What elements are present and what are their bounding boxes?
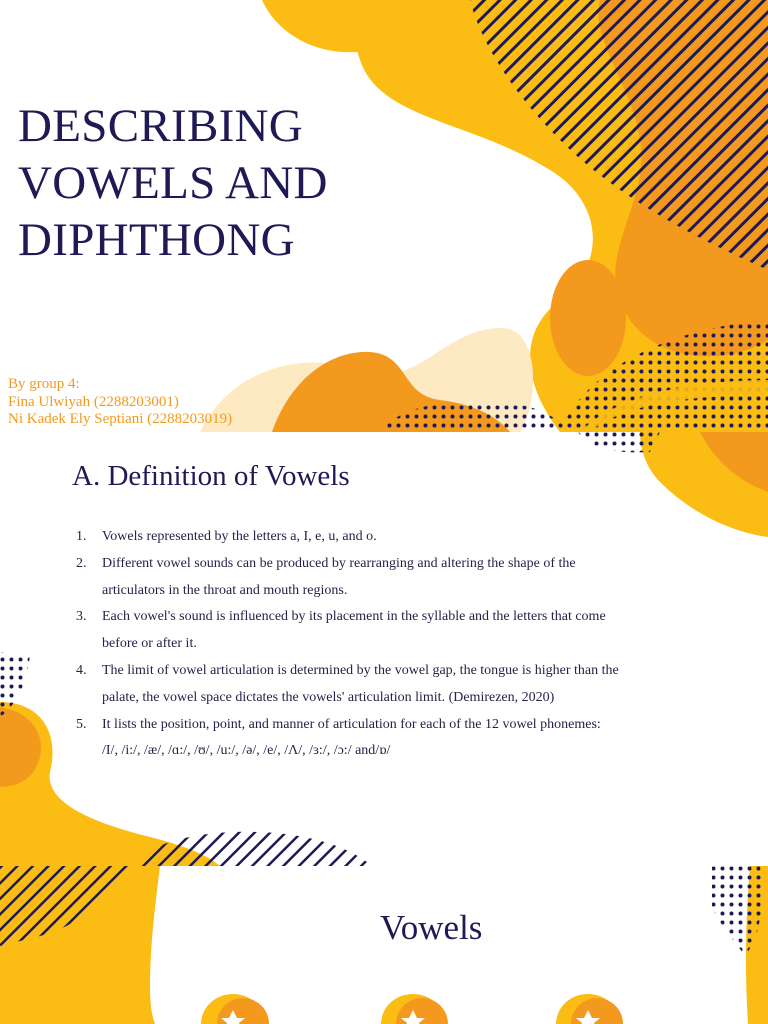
author-1: Fina Ulwiyah (2288203001) [8,393,179,410]
title-line-2: VOWELS AND [18,157,328,209]
group-label: By group 4: [8,376,80,392]
list-item-line: /I/, /i:/, /æ/, /ɑ:/, /ʊ/, /u:/, /ə/, /e/, /Λ/, /ɜ:/, /ɔ:/ and/ɒ/ [102,743,391,759]
list-item-text [102,551,676,605]
list-item-text [102,712,676,766]
title-line-1: DESCRIBING [18,100,304,152]
list-item-line: palate, the vowel space dictates the vowels' articulation limit. (Demirezen, 2020) [102,689,555,705]
title-line-3: DIPHTHONG [18,214,295,266]
definition-list [76,524,676,765]
section-heading: A. Definition of Vowels [72,460,350,492]
list-item [76,604,676,658]
list-item-line: Vowels represented by the letters a, I, e, u, and o. [102,529,377,544]
list-item-line: Each vowel's sound is influenced by its placement in the syllable and the letters that come [102,609,606,625]
vowels-heading: Vowels [380,908,483,947]
list-item-number: 1. [76,529,87,544]
list-item-text [102,604,676,658]
list-item-line: The limit of vowel articulation is determined by the vowel gap, the tongue is higher than the [102,662,619,678]
title-slide [0,0,768,432]
presentation-title [18,98,418,269]
list-item-number: 4. [76,662,87,678]
definition-slide [0,432,768,866]
vowels-slide [0,866,768,1024]
list-item [76,658,676,712]
list-item-line: articulators in the throat and mouth regions. [102,582,348,598]
list-item [76,712,676,766]
list-item [76,551,676,605]
list-item [76,524,676,551]
list-item-number: 5. [76,716,87,732]
list-item-line: before or after it. [102,636,197,652]
list-item-text [102,658,676,712]
list-item-number: 3. [76,609,87,625]
list-item-line: Different vowel sounds can be produced by rearranging and altering the shape of the [102,555,576,571]
list-item-number: 2. [76,555,87,571]
author-2: Ni Kadek Ely Septiani (2288203019) [8,411,233,427]
list-item-text [102,524,676,551]
authors-block [8,376,308,429]
list-item-line: It lists the position, point, and manner of articulation for each of the 12 vowel phonemes: [102,716,601,732]
